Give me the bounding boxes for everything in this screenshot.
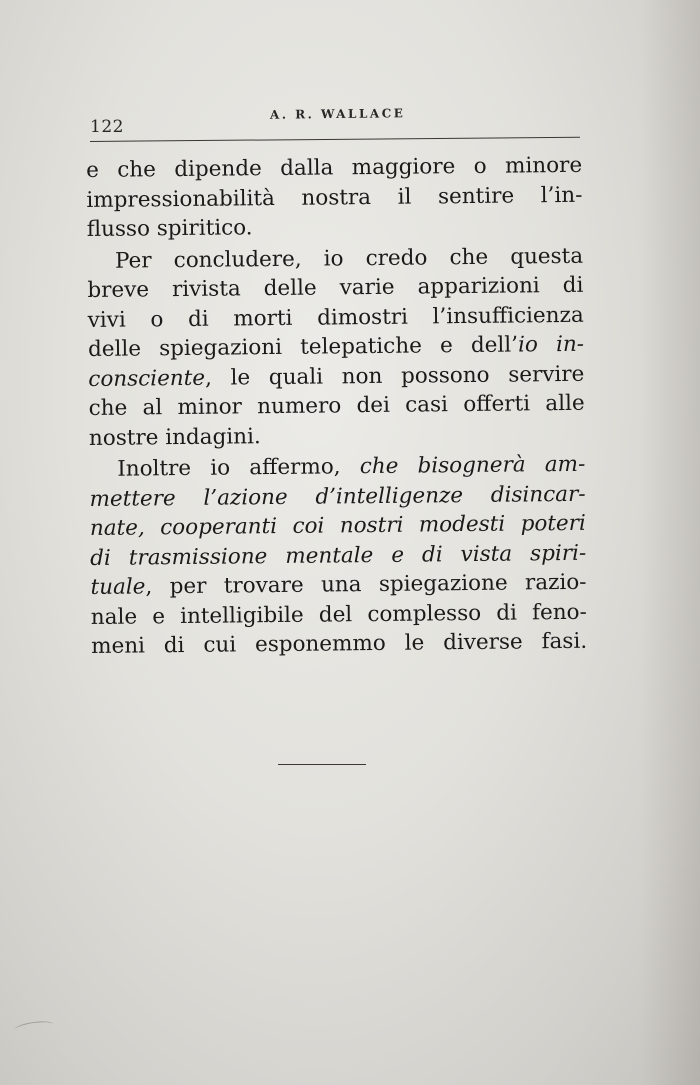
body-text [86, 151, 587, 662]
text-line: meni di cui esponemmo le diverse fasi. [91, 628, 588, 659]
text-line: vivi o di morti dimostri l’insufficienza [87, 302, 584, 333]
italic-run: mettere l’azione d’intelligenze disincar- [89, 481, 586, 512]
italic-run: nate, cooperanti coi nostri modesti poteri [89, 510, 587, 541]
text-line [90, 509, 586, 544]
text-line: impressionabilità nostra il sentire l’in- [86, 182, 583, 213]
text-line [90, 568, 586, 603]
text-line: nale e intelligibile del complesso di feno- [90, 599, 587, 630]
text-run: delle spiegazioni telepatiche e dell’ [87, 332, 519, 362]
header-rule [90, 137, 580, 142]
text-run: , per trovare una spiegazione razio- [145, 569, 587, 600]
text-run: Inoltre io affermo, [117, 454, 360, 482]
page-header [90, 105, 580, 145]
text-line [89, 450, 585, 485]
text-line: che al minor numero dei casi offerti alle [88, 390, 585, 421]
section-end-rule [278, 764, 366, 765]
italic-run: tuale [90, 574, 146, 600]
text-line: Per concludere, io credo che questa [114, 243, 584, 274]
text-line: nostre indagini. [88, 423, 261, 451]
running-head: A. R. WALLACE [269, 106, 406, 122]
text-run: , le quali non possono servire [204, 361, 585, 391]
paper-mark [13, 1019, 54, 1035]
text-line [88, 330, 584, 365]
page-number: 122 [90, 117, 124, 137]
text-line: breve rivista delle varie apparizioni di [87, 272, 584, 303]
text-line: e che dipende dalla maggiore o minore [86, 152, 583, 183]
italic-run: che bisognerà am- [359, 451, 586, 480]
italic-run: di trasmissione mentale e di vista spiri- [90, 540, 587, 571]
italic-run: consciente [88, 365, 206, 392]
text-line: flusso spiritico. [86, 215, 253, 242]
italic-run: io in- [517, 331, 585, 358]
